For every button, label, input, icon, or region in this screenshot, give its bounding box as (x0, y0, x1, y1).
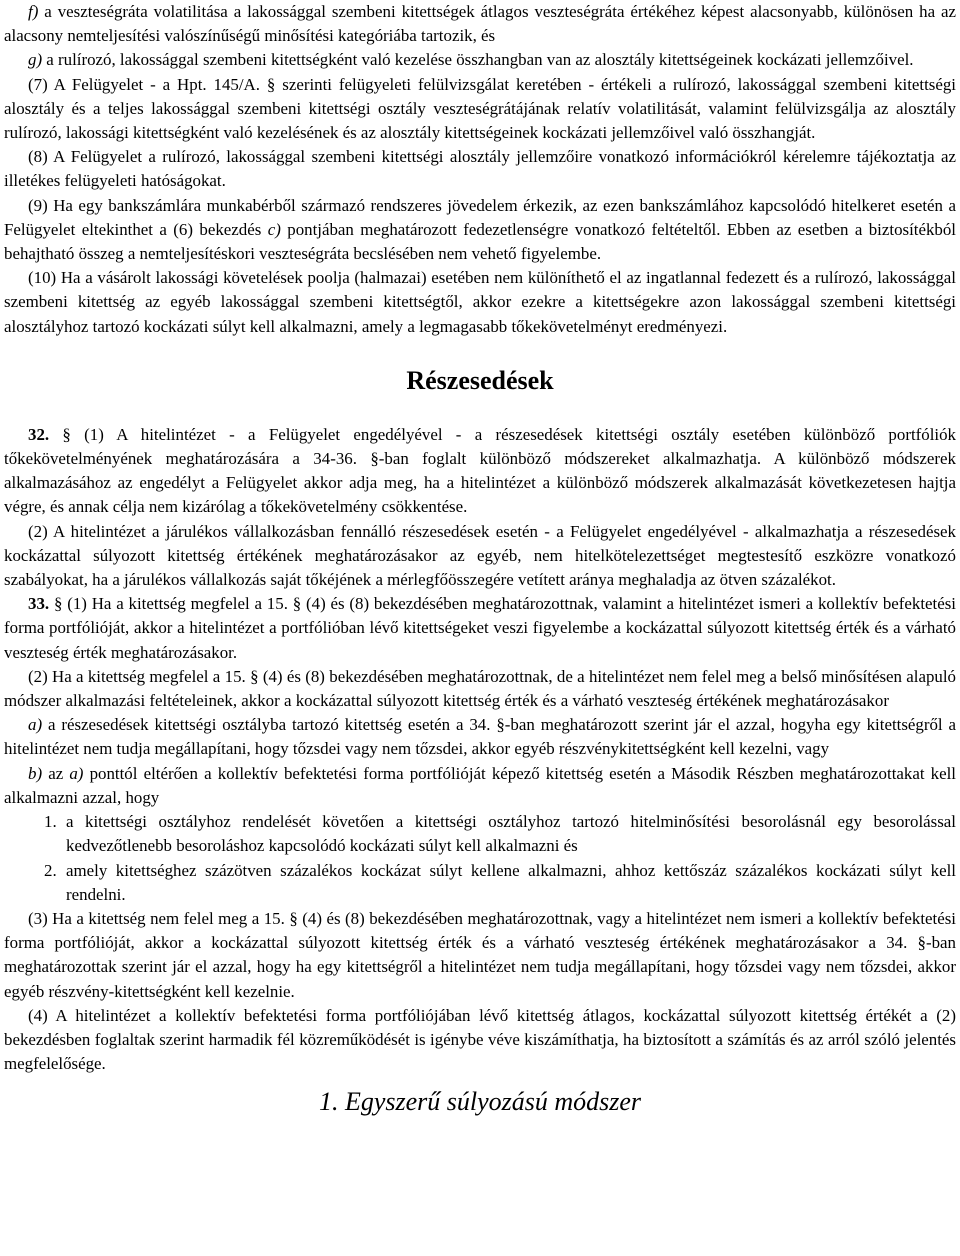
paragraph-10: (10) Ha a vásárolt lakossági követelések poolja (halmazai) esetében nem különíthető el az ingatlannal fedezett és a rulírozó, lakossággal szembeni kitettség az egyéb lakossággal szembeni kitettségtől, akkor ezekre a kitettségekre azon lakossággal szembeni kitettségi alosztályhoz tartozó kockázati súlyt kell alkalmazni, amely a legmagasabb tőkekövetelményt eredményezi. (4, 268, 956, 336)
section-32-number: 32. (28, 424, 50, 444)
section-heading: Részesedések (406, 365, 554, 395)
section-33-paragraph-1-text: § (1) Ha a kitettség megfelel a 15. § (4) és (8) bekezdésében meghatározottnak, valamint a hitelintézet ismeri a kollektív befektetési forma portfólióját, akkor a hitelintézet a portfólióban lévő kitettségeket veszi figyelembe a kockázattal súlyozott kitettség érték és a várható veszteség érték meghatározásakor. (4, 594, 956, 662)
point-mark-b: b) (28, 763, 43, 783)
list-item-text: a kitettségi osztályhoz rendelését követően a kitettségi osztályhoz tartozó hitelminősítési besorolásnál egy besorolással kedvezőtlenebb besoroláshoz kapcsolódó kockázati súlyt kell alkalmazni és (66, 812, 956, 856)
numbered-list (4, 810, 956, 907)
section-33-number: 33. (28, 594, 50, 614)
section-33-paragraph-3: (3) Ha a kitettség nem felel meg a 15. § (4) és (8) bekezdésében meghatározottnak, vagy a hitelintézet nem ismeri a kollektív befektetési forma portfólióját, akkor a kockázattal súlyozott kitettség érték és a várható veszteség értékének meghatározásakor a 34. §-ban meghatározottak szerint jár el azzal, hogy ha egy kitettségről a hitelintézet nem tudja megállapítani, hogy tőzsdei vagy nem tőzsdei, akkor egyéb részvény-kitettségként kell kezelnie. (4, 908, 956, 1001)
list-item-number: 2. (44, 860, 57, 880)
list-item-number: 1. (44, 812, 57, 832)
paragraph-9-after: pontjában meghatározott fedezetlenségre vonatkozó feltételtől. Ebben az esetben a biztosítékból behajtható összeg a nemteljesítéskori veszteségráta becslésében nem vehető figyelembe. (4, 219, 956, 264)
section-33-point-b (4, 762, 956, 810)
point-mark-c: c) (267, 219, 281, 239)
paragraph-g (4, 48, 956, 72)
section-32-paragraph-1 (4, 423, 956, 520)
section-33-paragraph-2: (2) Ha a kitettség megfelel a 15. § (4) és (8) bekezdésében meghatározottnak, de a hitelintézet nem felel meg a belső minősítésen alapuló módszer alkalmazási feltételeinek, akkor a kockázattal súlyozott kitettség érték és a várható veszteség értékének meghatározásakor (4, 666, 956, 711)
section-33-point-a (4, 713, 956, 761)
subsection-heading: 1. Egyszerű súlyozású módszer (318, 1087, 642, 1117)
list-item (4, 859, 956, 907)
section-32-paragraph-1-text: § (1) A hitelintézet - a Felügyelet engedélyével - a részesedések kitettségi osztály esetében különböző portfóliók tőkekövetelményének meghatározására a 34-36. §-ban foglalt különböző módszereket alkalmazhatja. A különböző módszerek alkalmazásához az engedélyt a Felügyelet akkor adja meg, ha a hitelintézet a különböző módszerek alkalmazását következetesen hajtja végre, és annak célja nem kizárólag a tőkekövetelmény csökkentése. (4, 424, 956, 517)
paragraph-7: (7) A Felügyelet - a Hpt. 145/A. § szerinti felügyeleti felülvizsgálat keretében - értékeli a rulírozó, lakossággal szembeni kitettségi alosztály és a teljes lakossággal szembeni kitettségi osztály veszteségrátájának relatív volatilitását, valamint felülvizsgálja az alosztály rulírozó, lakossági kitettségként való kezelésének és az alosztály kitettségeinek kockázati jellemzőivel való összhangját. (4, 74, 956, 143)
paragraph-9-before: (9) Ha egy bankszámlára munkabérből származó rendszeres jövedelem érkezik, az ezen bankszámlához kapcsolódó hitelkeret esetén a Felügyelet eltekinthet a (6) bekezdés (4, 195, 956, 239)
list-item (4, 810, 956, 858)
section-33-point-a-text: a részesedések kitettségi osztályba tartozó kitettség esetén a 34. §-ban meghatározott szerint jár el azzal, hogyha egy kitettségről a hitelintézet nem tudja megállapítani, hogy tőzsdei vagy nem tőzsdei, akkor egyéb részvénykitettségként kell kezelni, vagy (4, 715, 956, 759)
section-32-paragraph-2: (2) A hitelintézet a járulékos vállalkozásban fennálló részesedések esetén - a Felügyelet engedélyével - alkalmazhatja a részesedések kockázattal súlyozott kitettség értékének meghatározásakor az egyéb, nem hitelkötelezettséget megtestesítő eszközre vonatkozó szabályokat, ha a járulékos vállalkozás saját tőkéjének a mérlegfőösszegére vetített aránya meghaladja az ötven százalékot. (4, 521, 956, 590)
list-item-text: amely kitettséghez százötven százalékos kockázat súlyt kellene alkalmazni, ahhoz kettőszáz százalékos kockázati súlyt kell rendelni. (66, 860, 956, 904)
section-33-point-b-after: ponttól eltérően a kollektív befektetési forma portfólióját képező kitettség esetén a Második Részben meghatározottakat kell alkalmazni azzal, hogy (4, 763, 956, 807)
point-mark-a-reference: a) (69, 763, 84, 783)
point-mark-g: g) (28, 50, 43, 70)
paragraph-9 (4, 194, 956, 267)
paragraph-g-text: a rulírozó, lakossággal szembeni kitettségként való kezelése összhangban van az alosztály kitettségeinek kockázati jellemzőivel. (42, 50, 914, 70)
paragraph-8: (8) A Felügyelet a rulírozó, lakossággal szembeni kitettségi alosztály jellemzőire vonatkozó információkról kérelemre tájékoztatja az illetékes felügyeleti hatóságokat. (4, 147, 956, 191)
point-mark-a: a) (28, 715, 43, 735)
paragraph-f (4, 0, 956, 48)
point-mark-f: f) (28, 2, 39, 21)
paragraph-f-text: a veszteségráta volatilitása a lakossággal szembeni kitettségek átlagos veszteségráta értékéhez képest alacsonyabb, különösen ha az alacsony nemteljesítési valószínűségű minősítési kategóriába tartozik, és (4, 2, 956, 46)
section-33-paragraph-4: (4) A hitelintézet a kollektív befektetési forma portfóliójában lévő kitettség átlagos, kockázattal súlyozott kitettség értékét a (2) bekezdésben foglaltak szerint harmadik fél közreműködését is igénybe véve kiszámíthatja, ha biztosított a számítás és az arról szóló jelentés megfelelősége. (4, 1005, 956, 1074)
section-33-paragraph-1 (4, 592, 956, 665)
document-page (4, 0, 956, 1122)
section-33-point-b-before: az (42, 763, 70, 783)
